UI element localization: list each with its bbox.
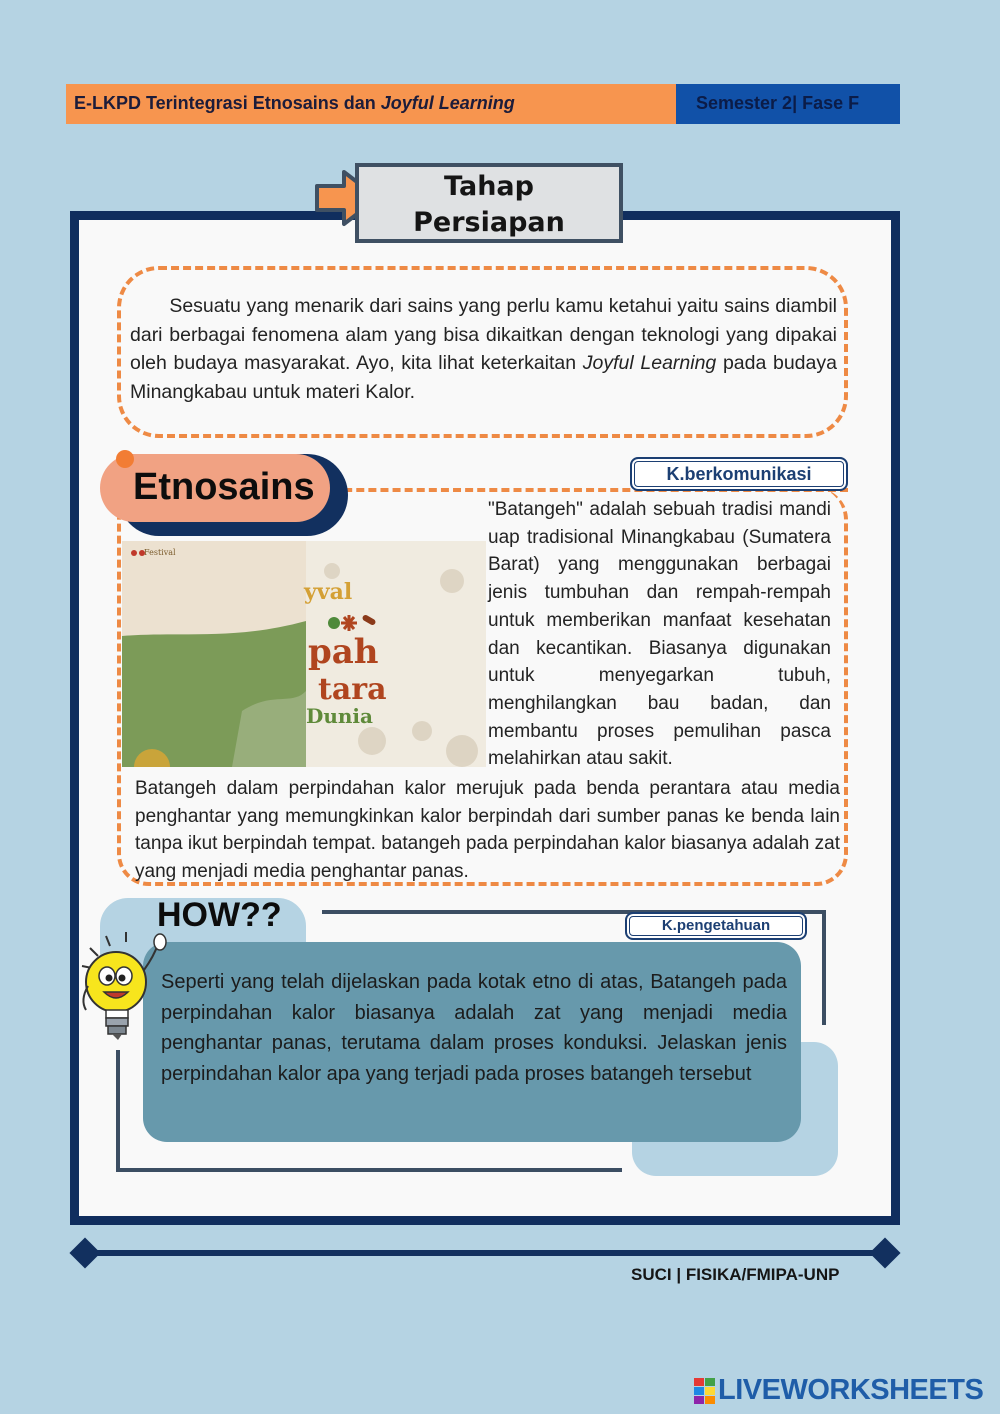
svg-text:Festival: Festival [144,548,176,557]
decorative-dot [116,450,134,468]
image-text-3: tara [318,672,387,707]
lightbulb-mascot-icon [76,926,176,1048]
etnosains-label-text: Etnosains [133,466,315,508]
header-semester-bar [676,84,900,124]
image-text-2: pah [308,632,379,672]
stage-title-line1: Tahap [444,171,534,202]
festival-rempah-image [122,541,486,767]
image-text-1: yval [304,579,353,605]
how-title: HOW?? [157,896,282,934]
header-title: E-LKPD Terintegrasi Etnosains dan Joyful Learning [74,93,515,113]
how-frame-line-right [822,910,826,1025]
footer-diamond-right [869,1237,900,1268]
stage-title-line2: Persiapan [413,207,565,238]
stage-title [355,163,623,243]
question-text: Seperti yang telah dijelaskan pada kotak etno di atas, Batangeh pada perpindahan kalor biasanya adalah zat yang menjadi media penghantar panas, terutama dalam proses konduksi. Jelaskan jenis perpindahan kalor apa yang terjadi pada proses batangeh tersebut [161,971,787,1085]
liveworksheets-logo-icon [694,1378,716,1404]
how-frame-line-left [116,1050,120,1172]
footer-line [84,1250,884,1256]
footer-author: SUCI | FISIKA/FMIPA-UNP [631,1265,840,1284]
footer-diamond-left [69,1237,100,1268]
tag-berkomunikasi: K.berkomunikasi [630,457,848,491]
how-frame-line-bottom [116,1168,622,1172]
liveworksheets-text: LIVEWORKSHEETS [718,1374,984,1406]
etnosains-label [100,454,330,522]
etnosains-side-paragraph: "Batangeh" adalah sebuah tradisi mandi uap tradisional Minangkabau (Sumatera Barat) yang menggunakan berbagai jenis tumbuhan dan rempah-rempah untuk memberikan manfaat kesehatan dan kecantikan. Biasanya digunakan untuk menyegarkan tubuh, menghilangkan bau badan, dan membantu proses pemulihan pasca melahirkan atau sakit. [488,499,831,770]
tag-pengetahuan: K.pengetahuan [625,912,807,940]
intro-paragraph: Sesuatu yang menarik dari sains yang perlu kamu ketahui yaitu sains diambil dari berbagai fenomena alam yang bisa dikaitkan dengan teknologi yang dipakai oleh budaya masyarakat. Ayo, kita lihat keterkaitan Joyful Learning pada budaya Minangkabau untuk materi Kalor. [130,295,837,403]
image-text-4: Dunia [306,704,373,728]
header-title-bar [66,84,676,124]
etnosains-bottom-paragraph: Batangeh dalam perpindahan kalor merujuk pada benda perantara atau media penghantar yang memungkinkan kalor berpindah dari sumber panas ke benda lain tanpa ikut berpindah tempat. batangeh pada perpindahan kalor biasanya adalah zat yang menjadi media penghantar panas. [135,778,840,883]
semester-label: Semester 2| Fase F [696,93,860,113]
